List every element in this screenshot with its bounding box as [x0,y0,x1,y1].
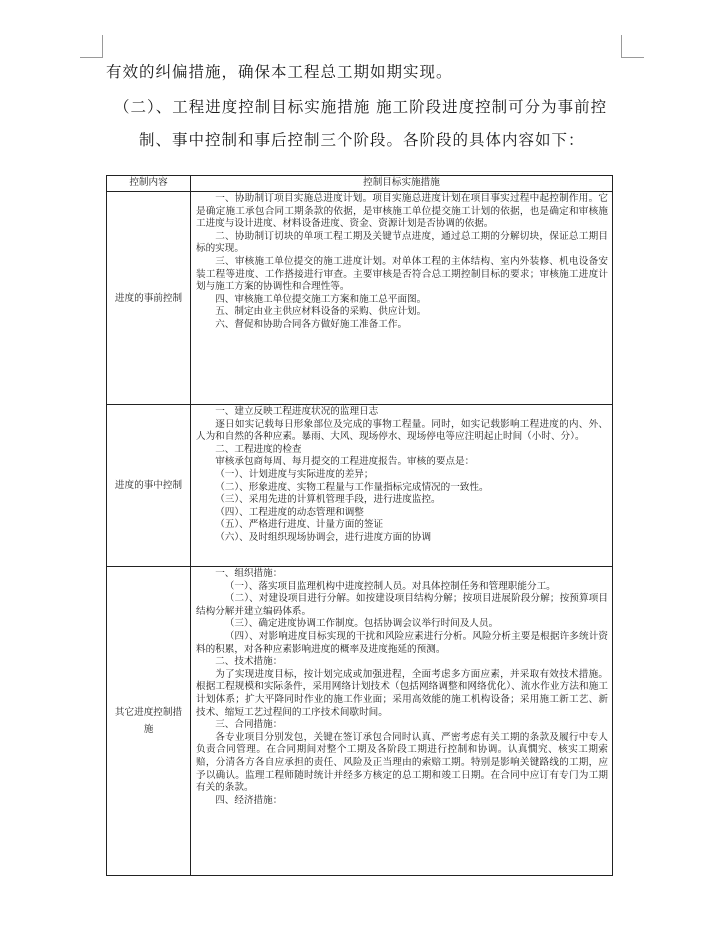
table-text-line: 二、协助制订切块的单项工程工期及关键节点进度，通过总工期的分解切块，保证总工期目标的实现。 [196,230,608,255]
table-text-line: 四、经济措施： [215,794,283,806]
table-text-line: 逐日如实记载每日形象部位及完成的事物工程量。同时，如实记载影响工程进度的内、外、人为和自然的各种应素。暴雨、大风、现场停水、现场停电等应注明起止时间（小时、分）。 [196,418,608,443]
progress-control-table [106,175,613,876]
table-text-line: 二、技术措施： [215,656,283,668]
table-text-line: （一）、落实项目监理机构中进度控制人员。对具体控制任务和管理职能分工。 [224,580,556,592]
table-row [107,192,613,405]
row-label-other-measures: 其它进度控制措施 [107,567,191,876]
body-paragraph-3: 制、事中控制和事后控制三个阶段。各阶段的具体内容如下： [139,131,585,149]
page-corner-mark-right [621,35,644,58]
table-text-line: 六、督促和协助合同各方做好施工准备工作。 [215,318,408,330]
table-text-line: （一）、计划进度与实际进度的差异； [215,468,374,480]
table-text-line: （二）、形象进度、实物工程量与工作量指标完成情况的一致性。 [215,481,489,493]
table-text-line: 五、制定由业主供应材料设备的采购、供应计划。 [215,306,427,318]
table-row [107,567,613,876]
section-heading-paragraph: （二）、工程进度控制目标实施措施 施工阶段进度控制可分为事前控 [114,98,608,116]
table-text-line: 四、审核施工单位提交施工方案和施工总平面图。 [215,293,427,305]
table-row [107,405,613,567]
table-text-line: （六）、及时组织现场协调会，进行进度方面的协调 [215,531,432,543]
row-content-pre-control [191,192,613,405]
table-text-line: 三、审核施工单位提交的施工进度计划。对单体工程的主体结构、室内外装修、机电设备安装工程等进度、工作搭接进行审查。主要审核是否符合总工期控制目标的要求；审核施工进度计划与施工方案的协调性和合理性等。 [196,255,608,293]
page-corner-mark-left [80,35,103,58]
table-text-line: （四）、对影响进度目标实现的干扰和风险应素进行分析。风险分析主要是根据许多统计资料的积累，对各种应素影响进度的概率及进度拖延的预测。 [196,630,608,655]
table-text-line: 各专业项目分别发包，关键在签订承包合同时认真、严密考虑有关工期的条款及履行中专人负责合同管理。在合同期间对整个工期及各阶段工期进行控制和协调。认真憪究、核实工期索赔，分清各方各自应承担的责任、风险及正当理由的索赔工期。特别是影响关键路线的工期，应予以确认。监理工程师随时统计并经多方核定的总工期和竣工日期。在合同中应订有专门为工期有关的条款。 [196,731,608,794]
table-text-line: 一、建立反映工程进度状况的监理日志 [215,406,379,417]
table-text-line: 二、工程进度的检查 [215,443,302,455]
row-label-in-process-control: 进度的事中控制 [107,405,191,567]
body-paragraph-1: 有效的纠偏措施，确保本工程总工期如期实现。 [106,63,453,81]
row-content-in-process-control [191,405,613,567]
table-text-line: （五）、严格进行进度、计量方面的签证 [215,519,384,531]
table-text-line: （四）、工程进度的动态管理和调整 [215,506,364,518]
table-text-line: 一、协助制订项目实施总进度计划。项目实施总进度计划在项目事实过程中起控制作用。它是确定施工承包合同工期条款的依据，是审核施工单位提交施工计划的依据，也是确定和审核施工进度与设计进度、材料设备进度、资金、资源计划是否协调的依据。 [196,193,608,230]
table-text-line: 一、组织措施： [215,568,283,579]
table-text-line: （三）、采用先进的计算机管理手段，进行进度监控。 [215,494,441,506]
table-text-line: （二）、对建设项目进行分解。如按建设项目结构分解；按项目进展阶段分解；按预算项目结构分解并建立编码体系。 [196,593,608,617]
table-text-line: 审核承包商每周、每月提交的工程进度报告。审核的要点是： [215,456,475,468]
table-text-line: 三、合同措施： [215,719,283,731]
row-content-other-measures [191,567,613,876]
header-control-measures: 控制目标实施措施 [191,176,613,192]
table-header-row [107,176,613,192]
row-label-pre-control: 进度的事前控制 [107,192,191,405]
table-text-line: 为了实现进度目标，按计划完成或加强进程，全面考虑多方面应素，并采取有效技术措施。根据工程规模和实际条件，采用网络计划技术（包括网络调整和网络优化）、流水作业方法和施工计划体系；扩大平降同时作业的施工作业面；采用高效能的施工机构设备；采用施工新工艺、新技术、缩短工艺过程间的工序技术间歇时间。 [196,668,608,718]
header-control-content: 控制内容 [107,176,191,192]
table-text-line: （三）、确定进度协调工作制度。包括协调会议举行时间及人员。 [224,618,499,630]
